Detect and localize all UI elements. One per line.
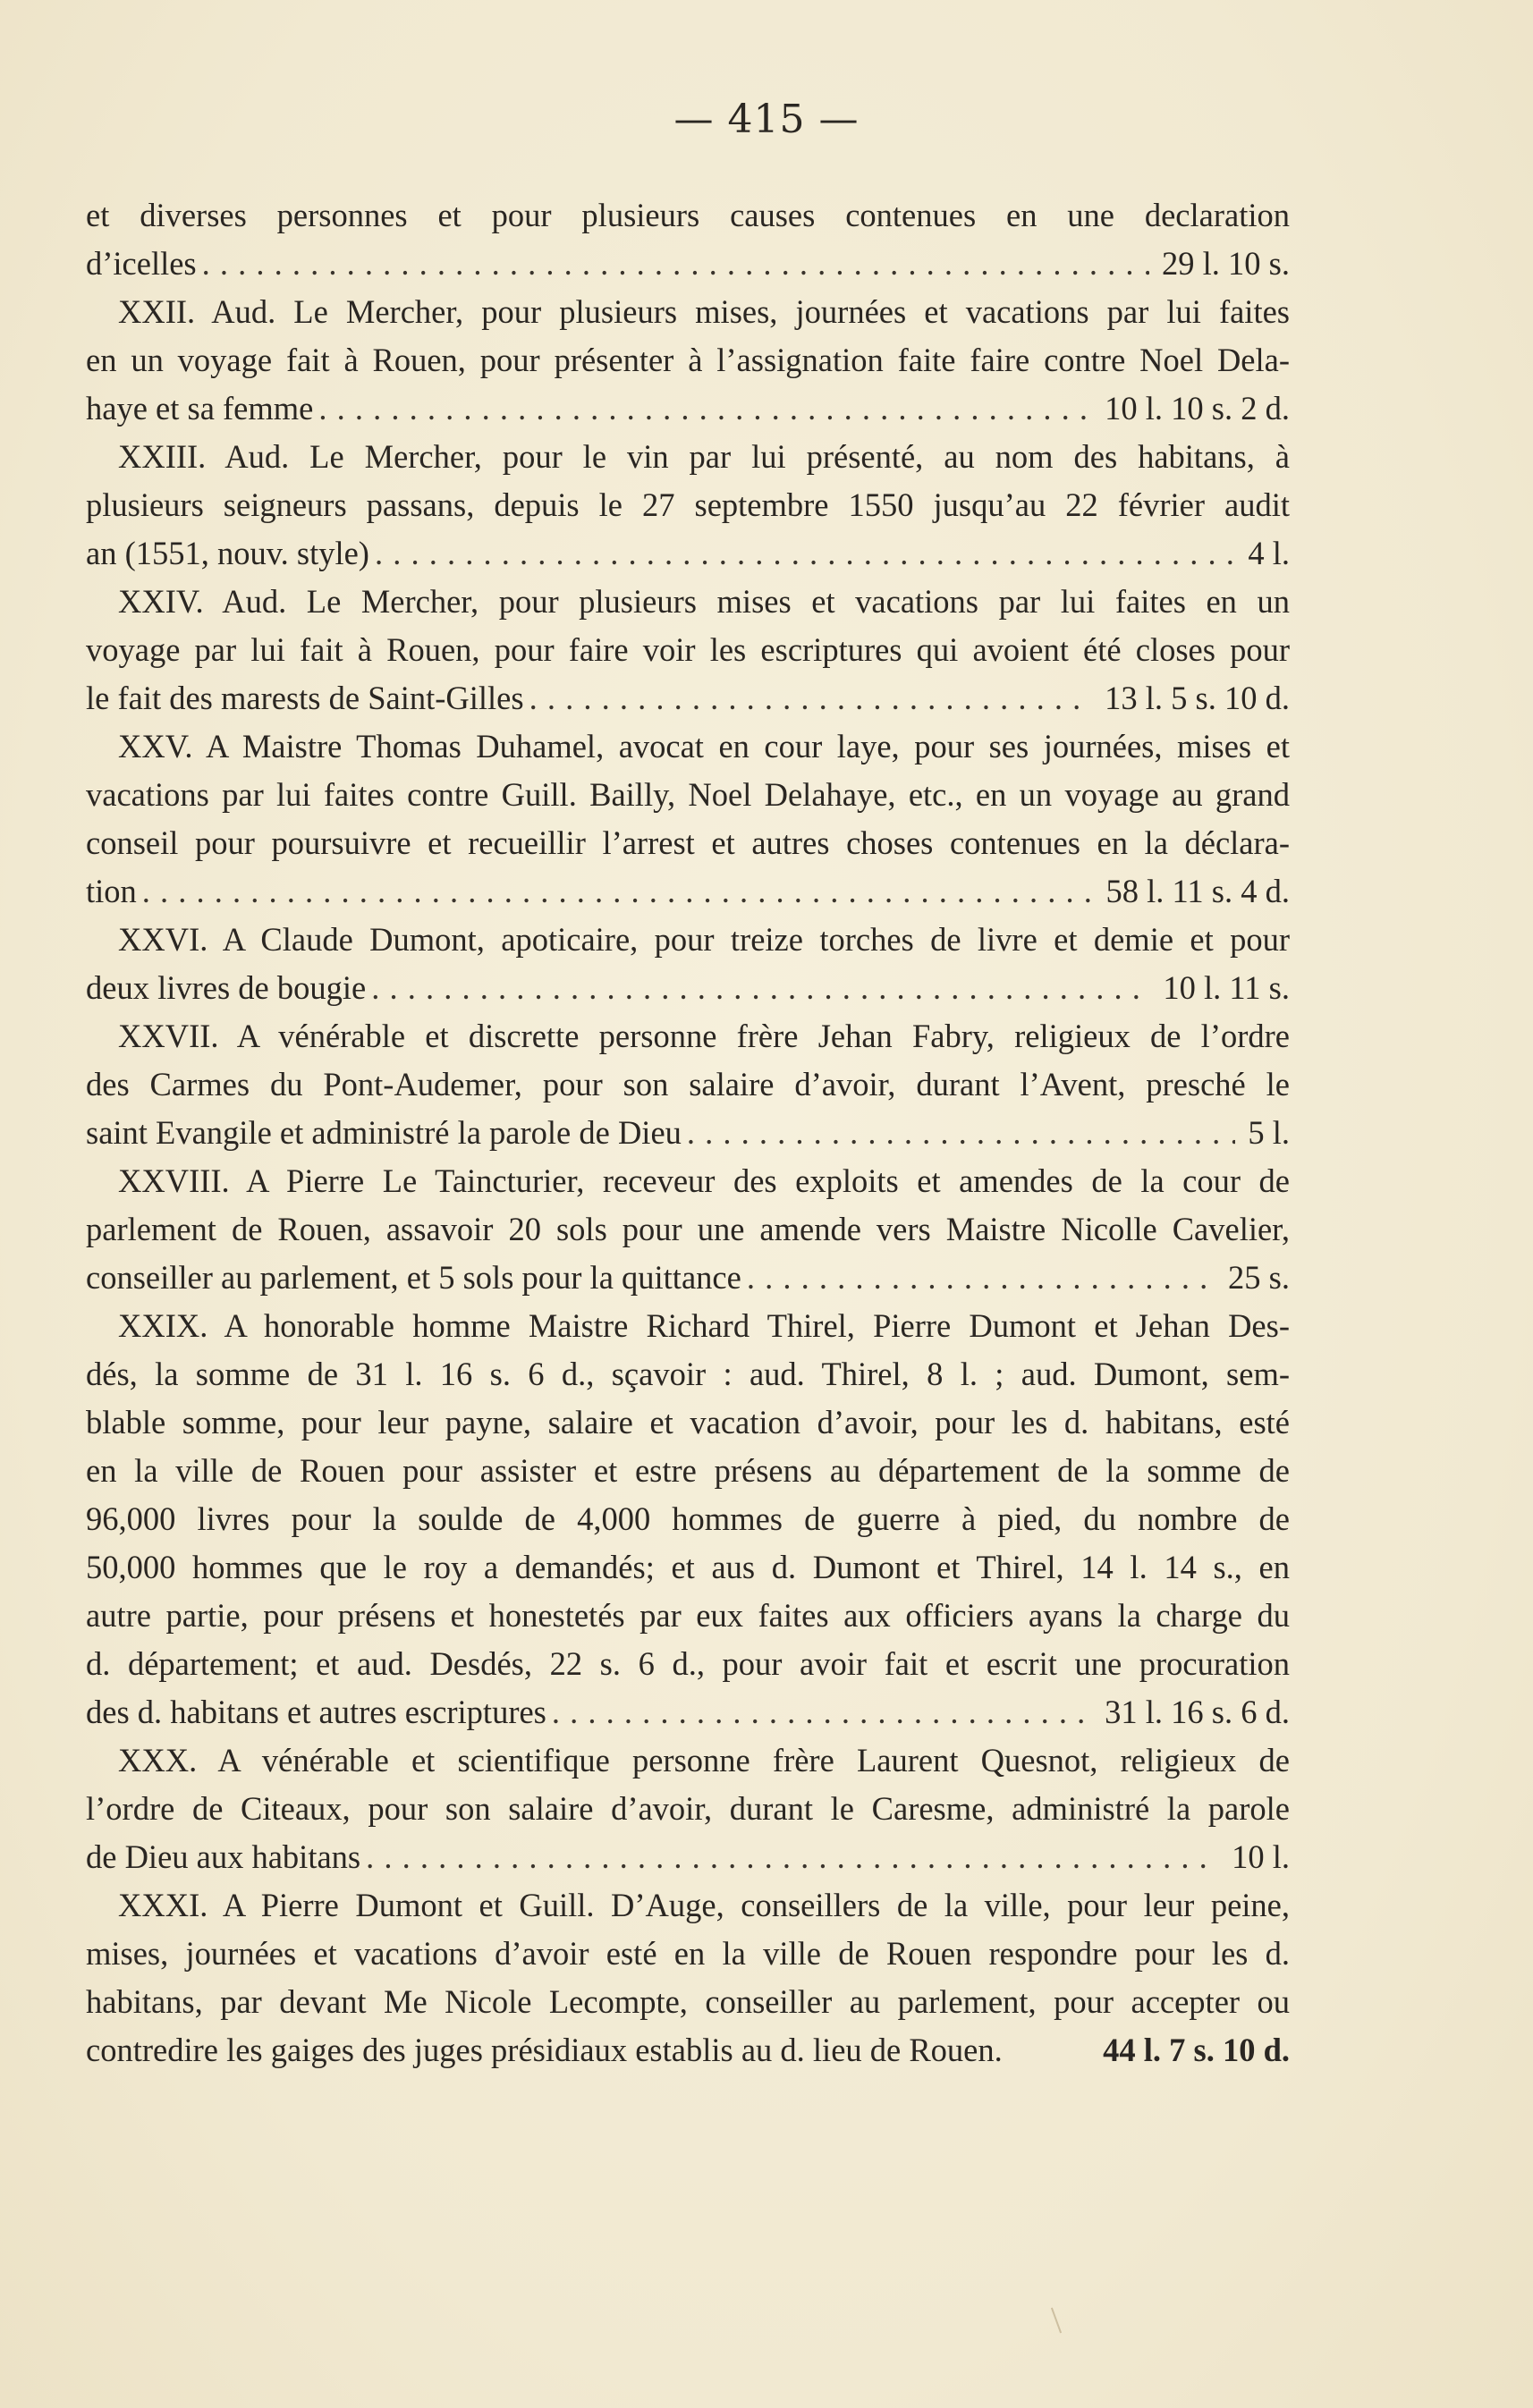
dot-leader	[552, 1688, 1092, 1736]
total-line	[86, 529, 1290, 578]
text-line: XXXI. A Pierre Dumont et Guill. D’Auge, conseillers de la ville, pour leur peine,	[118, 1887, 1290, 1923]
text-line: XXX. A vénérable et scientifique personne frère Laurent Quesnot, religieux de	[118, 1742, 1290, 1779]
total-line	[86, 384, 1290, 433]
paragraph-xxxi	[86, 1881, 1290, 2074]
total-line	[86, 240, 1290, 288]
line-text: deux livres de bougie	[86, 969, 367, 1006]
amount: 13 l. 5 s. 10 d.	[1105, 680, 1290, 716]
page-number: — 415 —	[673, 97, 860, 142]
line-text: haye et sa femme	[86, 390, 314, 427]
paragraph-xxvi	[86, 916, 1290, 1012]
amount: 10 l. 10 s. 2 d.	[1105, 390, 1290, 427]
text-line: l’ordre de Citeaux, pour son salaire d’avoir, durant le Caresme, administré la parole	[86, 1790, 1290, 1827]
text-line: mises, journées et vacations d’avoir esté en la ville de Rouen respondre pour les d.	[86, 1935, 1290, 1972]
total-line	[86, 1109, 1290, 1157]
paragraph-xxviii	[86, 1157, 1290, 1302]
text-line: 96,000 livres pour la soulde de 4,000 hommes de guerre à pied, du nombre de	[86, 1500, 1290, 1537]
text-line: plusieurs seigneurs passans, depuis le 27 septembre 1550 jusqu’au 22 février audit	[86, 486, 1290, 523]
amount: 25 s.	[1228, 1259, 1290, 1296]
amount: 10 l. 11 s.	[1163, 969, 1290, 1006]
amount: 58 l. 11 s. 4 d.	[1105, 873, 1290, 909]
line-text: le fait des marests de Saint-Gilles	[86, 680, 524, 716]
paragraph-xxvii	[86, 1012, 1290, 1157]
text-line: autre partie, pour présens et honestetés par eux faites aux officiers ayans la charge du	[86, 1597, 1290, 1634]
text-line: conseil pour poursuivre et recueillir l’arrest et autres choses contenues en la déclara-	[86, 824, 1290, 861]
text-line: parlement de Rouen, assavoir 20 sols pour une amende vers Maistre Nicolle Cavelier,	[86, 1211, 1290, 1247]
text-line: d. département; et aud. Desdés, 22 s. 6 d., pour avoir fait et escrit une procuration	[86, 1645, 1290, 1682]
text-line: en un voyage fait à Rouen, pour présenter à l’assignation faite faire contre Noel Dela-	[86, 342, 1290, 378]
line-text: an (1551, nouv. style)	[86, 535, 369, 571]
dot-leader	[375, 529, 1235, 578]
total-line	[86, 1833, 1290, 1881]
text-line: dés, la somme de 31 l. 16 s. 6 d., sçavoir : aud. Thirel, 8 l. ; aud. Dumont, sem-	[86, 1356, 1290, 1392]
amount: 4 l.	[1248, 535, 1290, 571]
total-line	[86, 1688, 1290, 1736]
text-line: des Carmes du Pont-Audemer, pour son salaire d’avoir, durant l’Avent, presché le	[86, 1066, 1290, 1103]
line-text: saint Evangile et administré la parole de Dieu	[86, 1114, 682, 1151]
dot-leader	[747, 1254, 1215, 1302]
paragraph-xxx	[86, 1736, 1290, 1881]
amount: 5 l.	[1248, 1114, 1290, 1151]
amount: 10 l.	[1232, 1838, 1290, 1875]
paragraph-xxiii	[86, 433, 1290, 578]
text-line: blable somme, pour leur payne, salaire et vacation d’avoir, pour les d. habitans, esté	[86, 1404, 1290, 1441]
line-text: tion	[86, 873, 137, 909]
paragraph-xxix	[86, 1302, 1290, 1736]
dot-leader	[142, 867, 1094, 916]
total-line	[86, 964, 1290, 1012]
text-line: XXIV. Aud. Le Mercher, pour plusieurs mises et vacations par lui faites en un	[118, 583, 1290, 620]
paper-mark	[1051, 2308, 1062, 2334]
text-line: XXII. Aud. Le Mercher, pour plusieurs mises, journées et vacations par lui faites	[118, 293, 1290, 330]
paragraph-intro	[86, 191, 1290, 288]
dot-leader	[318, 384, 1092, 433]
line-text: conseiller au parlement, et 5 sols pour la quittance	[86, 1259, 741, 1296]
text-line: habitans, par devant Me Nicole Lecompte, conseiller au parlement, pour accepter ou	[86, 1983, 1290, 2020]
total-line	[86, 1254, 1290, 1302]
paragraph-xxv	[86, 722, 1290, 916]
paragraph-xxiv	[86, 578, 1290, 722]
total-line	[86, 674, 1290, 722]
total-line	[86, 867, 1290, 916]
amount: 31 l. 16 s. 6 d.	[1105, 1694, 1290, 1730]
line-text: d’icelles	[86, 245, 197, 282]
text-line: en la ville de Rouen pour assister et estre présens au département de la somme de	[86, 1452, 1290, 1489]
text-line: et diverses personnes et pour plusieurs causes contenues en une declaration	[86, 197, 1290, 233]
amount: 29 l. 10 s.	[1162, 245, 1290, 282]
text-line: XXV. A Maistre Thomas Duhamel, avocat en cour laye, pour ses journées, mises et	[118, 728, 1290, 765]
text-line: XXVI. A Claude Dumont, apoticaire, pour treize torches de livre et demie et pour	[118, 921, 1290, 958]
line-text: de Dieu aux habitans	[86, 1838, 361, 1875]
dot-leader	[366, 1833, 1219, 1881]
line-text: des d. habitans et autres escriptures	[86, 1694, 546, 1730]
text-line: XXIII. Aud. Le Mercher, pour le vin par lui présenté, au nom des habitans, à	[118, 438, 1290, 475]
text-body	[86, 191, 1290, 2074]
text-line: vacations par lui faites contre Guill. Bailly, Noel Delahaye, etc., en un voyage au grand	[86, 776, 1290, 813]
total-line	[86, 2026, 1290, 2074]
paragraph-xxii	[86, 288, 1290, 433]
line-text: contredire les gaiges des juges présidiaux establis au d. lieu de Rouen.	[86, 2032, 1003, 2068]
dot-leader	[687, 1109, 1235, 1157]
text-line: XXVIII. A Pierre Le Taincturier, receveur des exploits et amendes de la cour de	[118, 1162, 1290, 1199]
text-line: XXVII. A vénérable et discrette personne frère Jehan Fabry, religieux de l’ordre	[118, 1018, 1290, 1054]
dot-leader	[529, 674, 1093, 722]
text-line: XXIX. A honorable homme Maistre Richard Thirel, Pierre Dumont et Jehan Des-	[118, 1307, 1290, 1344]
dot-leader	[202, 240, 1149, 288]
amount: 44 l. 7 s. 10 d.	[1103, 2032, 1290, 2068]
text-line: 50,000 hommes que le roy a demandés; et aus d. Dumont et Thirel, 14 l. 14 s., en	[86, 1549, 1290, 1585]
dot-leader	[371, 964, 1150, 1012]
text-line: voyage par lui fait à Rouen, pour faire voir les escriptures qui avoient été closes pour	[86, 631, 1290, 668]
